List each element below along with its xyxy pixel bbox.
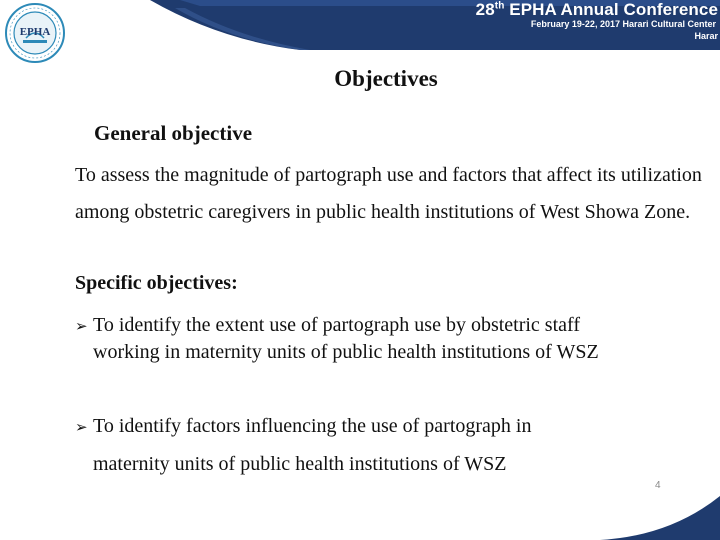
slide-title: Objectives (334, 66, 438, 91)
general-objective-text: To assess the magnitude of partograph use and factors that affect its utilization among obstetric caregivers in public health institutions of West Showa Zone. (75, 164, 702, 223)
conference-title (476, 0, 718, 20)
arrow-bullet-icon: ➢ (75, 317, 88, 335)
corner-decoration (600, 496, 720, 540)
objective-first-line: To identify the extent use of partograph use by obstetric staff (93, 314, 580, 336)
page-number: 4 (655, 480, 661, 491)
objective-rest-line: maternity units of public health institutions of WSZ (93, 453, 507, 475)
general-objective-heading: General objective (94, 121, 253, 145)
specific-objective-item (75, 312, 705, 365)
objective-rest-line: working in maternity units of public health institutions of WSZ (93, 341, 599, 363)
conference-banner (0, 0, 720, 50)
conference-suffix: th (494, 0, 505, 12)
conference-number: 28 (475, 0, 495, 19)
conference-name: EPHA Annual Conference (509, 0, 718, 19)
specific-objectives-heading: Specific objectives: (75, 272, 238, 294)
epha-logo-icon (4, 2, 66, 64)
objective-first-line: To identify factors influencing the use of partograph in (93, 415, 532, 437)
conference-city: Harar (694, 31, 718, 41)
conference-dates-venue: February 19-22, 2017 Harari Cultural Center (530, 19, 716, 29)
specific-objective-item (75, 408, 705, 483)
arrow-bullet-icon: ➢ (75, 418, 88, 436)
logo-text: EPHA (19, 26, 51, 38)
